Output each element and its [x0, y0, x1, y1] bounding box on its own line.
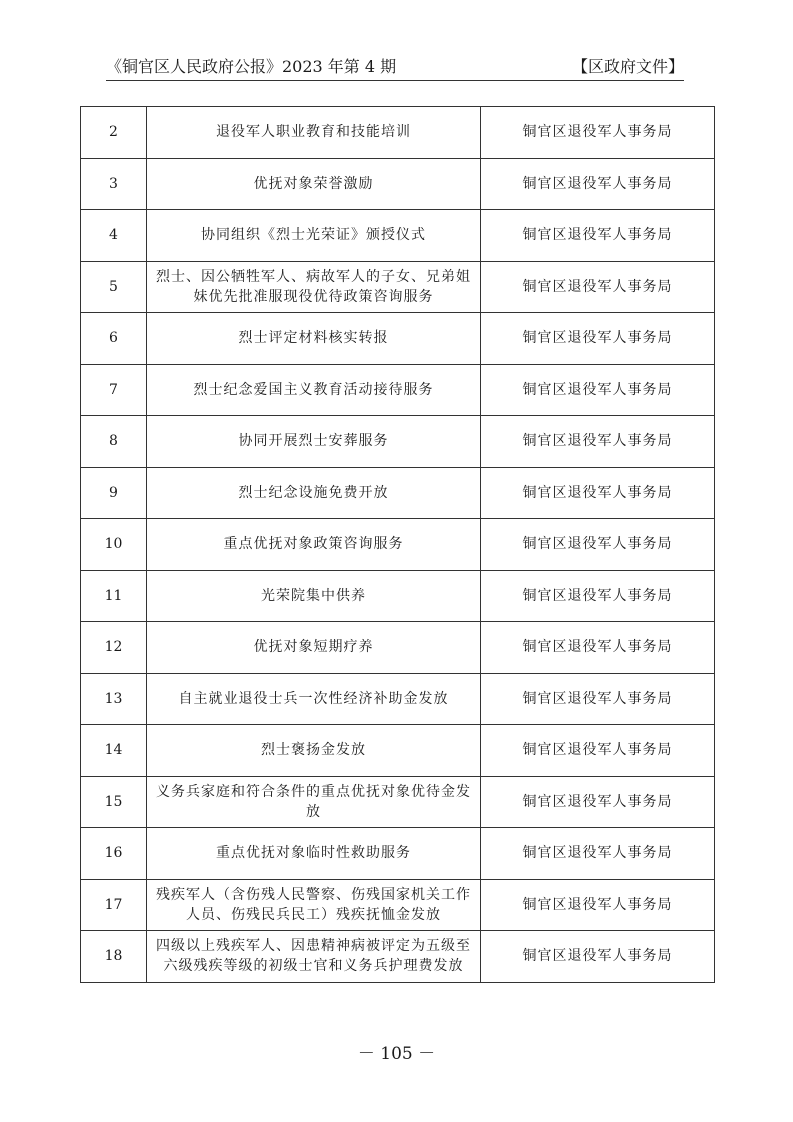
row-number: 17 [81, 879, 147, 931]
service-item-cell [147, 879, 481, 931]
row-number: 11 [81, 570, 147, 622]
responsible-department-text: 铜官区退役军人事务局 [522, 278, 673, 295]
table-row [81, 313, 715, 365]
responsible-department-cell [481, 622, 715, 674]
responsible-department-text: 铜官区退役军人事务局 [522, 948, 673, 965]
responsible-department-text: 铜官区退役军人事务局 [522, 896, 673, 913]
table-row [81, 261, 715, 313]
table-row [81, 828, 715, 880]
responsible-department-cell [481, 725, 715, 777]
table-row [81, 570, 715, 622]
responsible-department-cell [481, 673, 715, 725]
service-item-cell [147, 210, 481, 262]
service-item-cell [147, 931, 481, 983]
responsible-department-text: 铜官区退役军人事务局 [522, 381, 673, 398]
service-item-cell [147, 313, 481, 365]
responsible-department-text: 铜官区退役军人事务局 [522, 484, 673, 501]
responsible-department-text: 铜官区退役军人事务局 [522, 433, 673, 450]
row-number: 13 [81, 673, 147, 725]
service-item-cell [147, 622, 481, 674]
service-item-cell [147, 467, 481, 519]
service-item-text: 优抚对象荣誉激励 [253, 175, 374, 192]
row-number: 12 [81, 622, 147, 674]
service-item-text: 自主就业退役士兵一次性经济补助金发放 [178, 690, 449, 707]
service-item-cell [147, 107, 481, 159]
table-row [81, 210, 715, 262]
section-label: 【区政府文件】 [571, 57, 684, 76]
table-row [81, 467, 715, 519]
table-row [81, 107, 715, 159]
row-number: 18 [81, 931, 147, 983]
responsible-department-text: 铜官区退役军人事务局 [522, 536, 673, 553]
service-item-cell [147, 261, 481, 313]
responsible-department-cell [481, 879, 715, 931]
service-item-text: 烈士纪念设施免费开放 [238, 484, 389, 501]
row-number: 2 [81, 107, 147, 159]
responsible-department-cell [481, 570, 715, 622]
service-item-cell [147, 158, 481, 210]
table-row [81, 879, 715, 931]
responsible-department-text: 铜官区退役军人事务局 [522, 793, 673, 810]
service-item-cell [147, 828, 481, 880]
service-item-text: 烈士褒扬金发放 [261, 742, 366, 759]
service-item-text: 残疾军人（含伤残人民警察、伤残国家机关工作人员、伤残民兵民工）残疾抚恤金发放 [156, 886, 471, 923]
service-item-text: 重点优抚对象临时性救助服务 [216, 845, 411, 862]
service-item-text: 协同开展烈士安葬服务 [238, 433, 389, 450]
page-number: － 105 － [357, 1044, 436, 1064]
page-header [106, 54, 684, 80]
publication-title: 《铜官区人民政府公报》2023 年第 4 期 [106, 57, 397, 76]
service-item-text: 义务兵家庭和符合条件的重点优抚对象优待金发放 [156, 783, 471, 820]
service-item-cell [147, 673, 481, 725]
responsible-department-text: 铜官区退役军人事务局 [522, 742, 673, 759]
service-item-cell [147, 570, 481, 622]
table-row [81, 364, 715, 416]
responsible-department-text: 铜官区退役军人事务局 [522, 690, 673, 707]
service-list-table [80, 106, 715, 983]
service-item-text: 协同组织《烈士光荣证》颁授仪式 [201, 227, 426, 244]
responsible-department-cell [481, 828, 715, 880]
service-item-text: 光荣院集中供养 [261, 587, 366, 604]
service-item-cell [147, 416, 481, 468]
row-number: 7 [81, 364, 147, 416]
header-divider [106, 80, 684, 81]
responsible-department-text: 铜官区退役军人事务局 [522, 124, 673, 141]
responsible-department-cell [481, 107, 715, 159]
row-number: 8 [81, 416, 147, 468]
service-item-cell [147, 519, 481, 571]
row-number: 14 [81, 725, 147, 777]
row-number: 15 [81, 776, 147, 828]
row-number: 6 [81, 313, 147, 365]
row-number: 5 [81, 261, 147, 313]
service-item-text: 重点优抚对象政策咨询服务 [223, 536, 404, 553]
responsible-department-cell [481, 313, 715, 365]
responsible-department-cell [481, 776, 715, 828]
responsible-department-cell [481, 158, 715, 210]
row-number: 16 [81, 828, 147, 880]
service-item-text: 烈士纪念爱国主义教育活动接待服务 [193, 381, 434, 398]
table-row [81, 622, 715, 674]
row-number: 3 [81, 158, 147, 210]
service-item-text: 烈士评定材料核实转报 [238, 330, 389, 347]
row-number: 10 [81, 519, 147, 571]
service-item-text: 退役军人职业教育和技能培训 [216, 124, 411, 141]
row-number: 4 [81, 210, 147, 262]
responsible-department-text: 铜官区退役军人事务局 [522, 845, 673, 862]
service-item-text: 优抚对象短期疗养 [253, 639, 374, 656]
service-item-cell [147, 725, 481, 777]
responsible-department-text: 铜官区退役军人事务局 [522, 587, 673, 604]
row-number: 9 [81, 467, 147, 519]
responsible-department-cell [481, 261, 715, 313]
service-item-cell [147, 364, 481, 416]
responsible-department-text: 铜官区退役军人事务局 [522, 330, 673, 347]
responsible-department-text: 铜官区退役军人事务局 [522, 227, 673, 244]
responsible-department-cell [481, 519, 715, 571]
table-row [81, 931, 715, 983]
table-row [81, 725, 715, 777]
responsible-department-cell [481, 931, 715, 983]
responsible-department-text: 铜官区退役军人事务局 [522, 175, 673, 192]
table-body [81, 107, 715, 983]
table-row [81, 519, 715, 571]
table-row [81, 416, 715, 468]
table-row [81, 776, 715, 828]
service-item-text: 四级以上残疾军人、因患精神病被评定为五级至六级残疾等级的初级士官和义务兵护理费发放 [156, 938, 471, 975]
table-row [81, 158, 715, 210]
responsible-department-cell [481, 210, 715, 262]
responsible-department-cell [481, 416, 715, 468]
responsible-department-cell [481, 364, 715, 416]
table-row [81, 673, 715, 725]
responsible-department-text: 铜官区退役军人事务局 [522, 639, 673, 656]
service-list-table-container [80, 106, 714, 983]
service-item-cell [147, 776, 481, 828]
responsible-department-cell [481, 467, 715, 519]
service-item-text: 烈士、因公牺牲军人、病故军人的子女、兄弟姐妹优先批准服现役优待政策咨询服务 [156, 268, 471, 305]
